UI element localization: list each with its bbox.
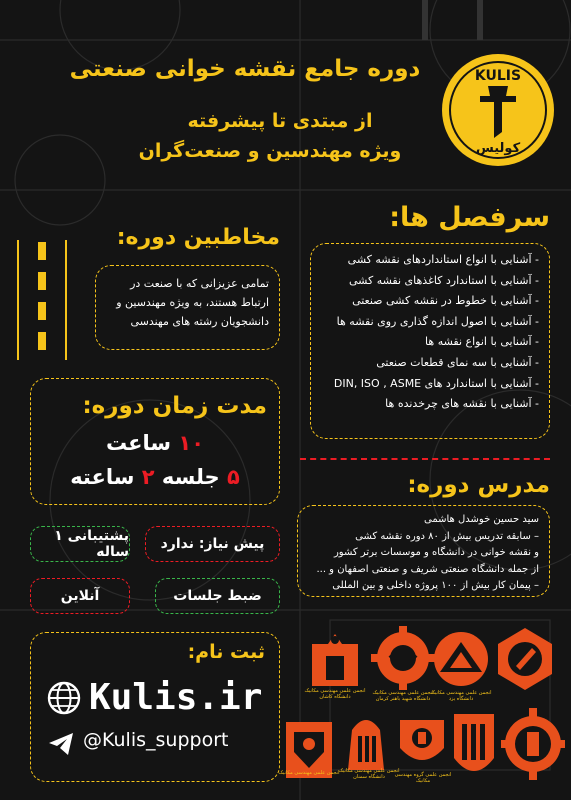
duration-hours <box>31 431 279 455</box>
teacher-line: و نقشه خوانی در دانشگاه و موسسات برتر کشور <box>333 547 539 558</box>
audience-description: تمامی عزیزانی که با صنعت در ارتباط هستند، به ویژه مهندسین و دانشجویان رشته های مهندسی <box>95 265 280 350</box>
globe-icon <box>47 681 81 715</box>
support-badge: پشتیبانی ۱ ساله <box>30 526 130 562</box>
teacher-line: – سابقه تدریس بیش از ۸۰ دوره نقشه کشی <box>355 530 539 542</box>
org-caption: انجمن علمی مهندسی مکانیک دانشگاه سمنان <box>338 768 400 780</box>
org-logo-kashan-icon <box>300 630 370 690</box>
org-logo-isfahan-icon <box>492 626 558 692</box>
org-caption: انجمن علمی مهندسی مکانیک <box>278 770 340 776</box>
teacher-line: – پیمان کار بیش از ۱۰۰ پروژه داخلی و بین المللی <box>332 580 539 591</box>
session-hours-number: ۲ <box>141 465 155 489</box>
prerequisite-badge: پیش نیاز: ندارد <box>145 526 280 562</box>
page-title: دوره جامع نقشه خوانی صنعتی <box>69 56 421 82</box>
logo-brand-latin: KULIS <box>474 68 522 84</box>
hours-word: ساعت <box>105 431 172 455</box>
org-logo-kerman-icon <box>368 626 438 690</box>
org-caption: انجمن علمی مهندسی مکانیک دانشگاه کاشان <box>304 688 366 700</box>
recording-badge: ضبط جلسات <box>155 578 280 614</box>
telegram-icon <box>47 731 75 757</box>
registration-title: ثبت نام: <box>187 641 265 663</box>
org-logo-semnan-icon <box>338 706 394 776</box>
audience-title: مخاطبین دوره: <box>116 225 280 250</box>
sessions-number: ۵ <box>226 465 240 489</box>
org-logo-group-icon <box>394 712 450 774</box>
syllabus-item: - آشنایی با اصول اندازه گذاری روی نقشه ها <box>336 314 539 328</box>
website-link[interactable]: Kulis.ir <box>89 677 263 718</box>
syllabus-item: - آشنایی با استاندارد های DIN, ISO , ASME <box>333 376 539 390</box>
teacher-title: مدرس دوره: <box>407 472 550 498</box>
teacher-line: از جمله دانشگاه صنعتی شریف و صنعتی اصفهان و ... <box>316 563 539 575</box>
logo-brand-fa: کولیس <box>475 141 521 156</box>
section-divider <box>300 458 550 460</box>
teacher-name: سید حسین خوشدل هاشمی <box>424 514 539 525</box>
subtitle-level: از مبتدی تا پیشرفته <box>187 110 373 132</box>
duration-panel <box>30 378 280 505</box>
org-caption: انجمن علمی مهندسی مکانیک دانشگاه شهید باهنر کرمان <box>372 690 434 702</box>
subtitle-audience: ویژه مهندسین و صنعت‌گران <box>138 140 402 162</box>
teacher-info <box>297 505 550 597</box>
syllabus-list <box>310 243 550 439</box>
registration-panel <box>30 632 280 782</box>
sessions-word: جلسه <box>161 465 220 489</box>
syllabus-item: - آشنایی با انواع نقشه ها <box>425 335 539 349</box>
org-logo-shield-icon <box>450 708 498 784</box>
hours-number: ۱۰ <box>178 431 205 455</box>
syllabus-item: - آشنایی با انواع استانداردهای نقشه کشی <box>347 253 539 266</box>
duration-sessions <box>31 465 279 489</box>
org-logo-yazd-icon <box>430 628 492 690</box>
syllabus-item: - آشنایی با نقشه های چرخدنده ها <box>385 397 539 411</box>
org-caption: انجمن علمی گروه مهندسی مکانیک <box>394 772 452 784</box>
syllabus-item: - آشنایی با استاندارد کاغذهای نقشه کشی <box>348 273 539 287</box>
org-caption: انجمن علمی مهندسی مکانیک دانشگاه یزد <box>430 690 492 702</box>
syllabus-item: - آشنایی با سه نمای قطعات صنعتی <box>376 355 539 369</box>
syllabus-item: - آشنایی با خطوط در نقشه کشی صنعتی <box>352 294 539 308</box>
telegram-handle[interactable]: @Kulis_support <box>83 729 229 751</box>
online-badge: آنلاین <box>30 578 130 614</box>
syllabus-title: سرفصل ها: <box>389 202 550 233</box>
org-logo-gear-icon <box>500 706 566 782</box>
session-hours-word: ساعته <box>70 465 135 489</box>
duration-title: مدت زمان دوره: <box>82 393 267 419</box>
kulis-logo <box>440 52 556 168</box>
